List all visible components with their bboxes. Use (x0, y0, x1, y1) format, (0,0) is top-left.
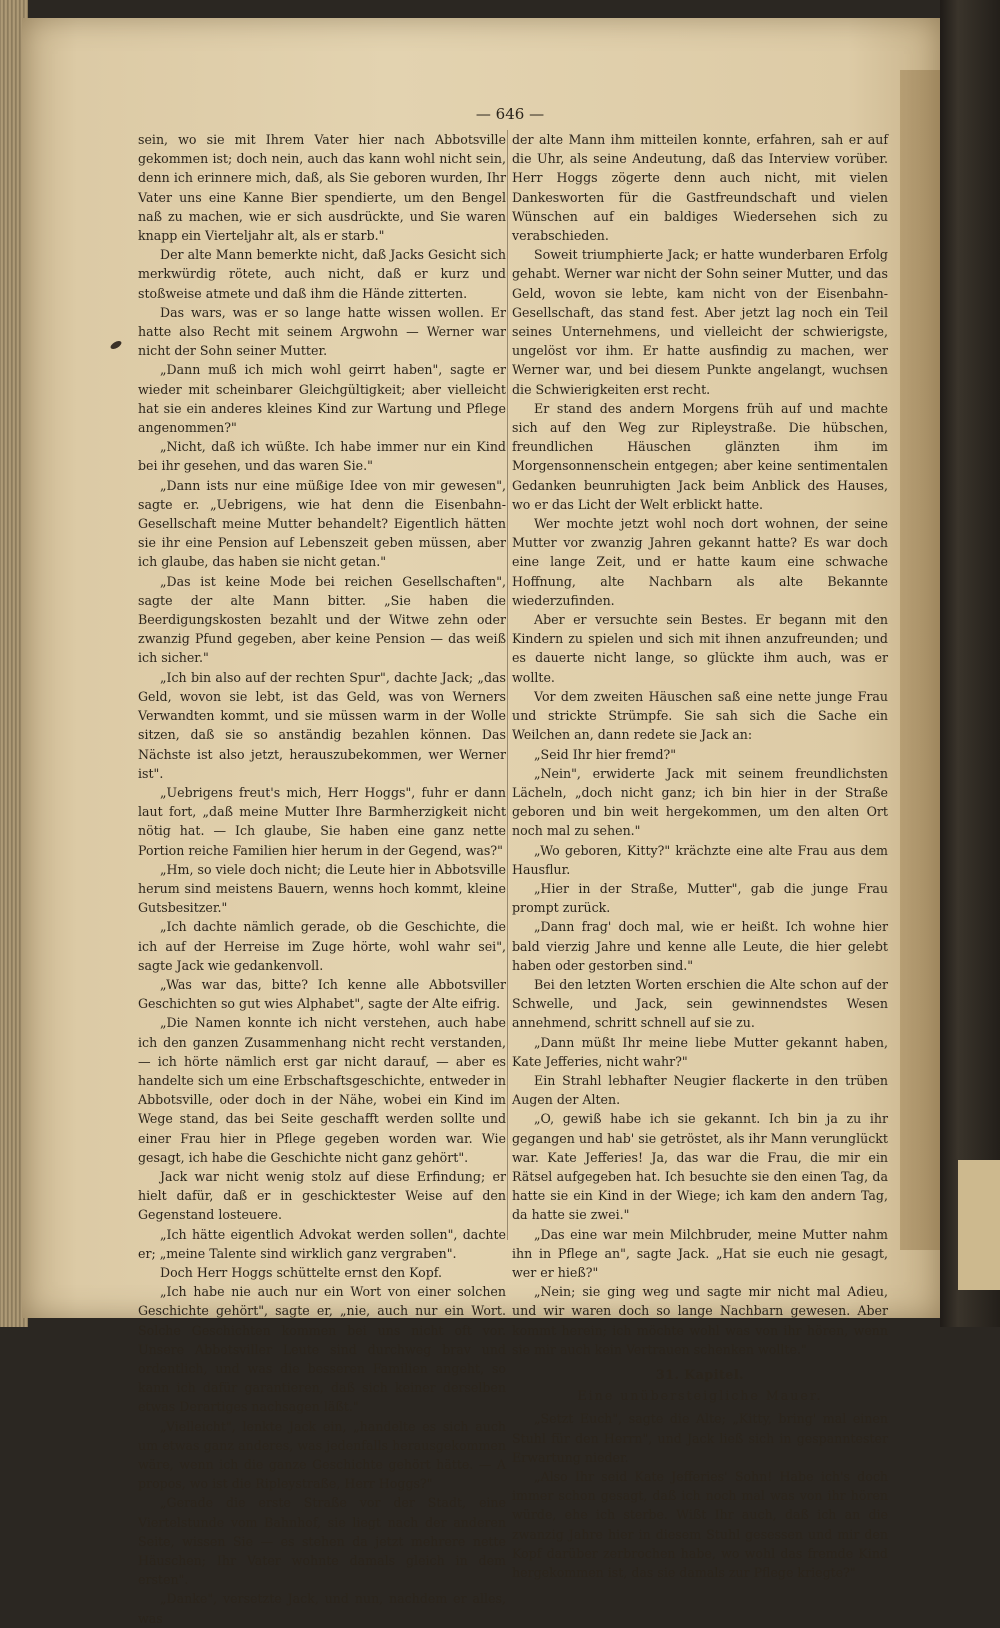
paragraph: „Das eine war mein Milchbruder, meine Mutter nahm ihn in Pflege an", sagte Jack. „Hat sie euch nie gesagt, wer er hieß?" (512, 1226, 888, 1280)
paragraph: „Ich hätte eigentlich Advokat werden sollen", dachte er; „meine Talente sind wirklich ganz vergraben". (138, 1226, 506, 1261)
chapter-title: Eine unübersteigliche Mauer. (577, 1388, 823, 1404)
paragraph: Er stand des andern Morgens früh auf und machte sich auf den Weg zur Ripleystraße. Die hübschen, freundlichen Häuschen glänzten ihm im Morgensonnenschein entgegen; aber keine sentimentalen Gedanken beunruhigten Jack beim Anblick des Hauses, wo er das Licht der Welt erblickt hatte. (512, 400, 888, 512)
paragraph: „Wo geboren, Kitty?" krächzte eine alte Frau aus dem Hausflur. (512, 842, 888, 877)
paragraph: „Ich bin also auf der rechten Spur", dachte Jack; „das Geld, wovon sie lebt, ist das Geld, was von Werners Verwandten kommt, und sie müssen warm in der Wolle sitzen, daß sie so anständig bezahlen können. Das Nächste ist also jetzt, herauszubekommen, wer Werner ist". (138, 669, 506, 781)
paragraph: „Gerade die erste Straße vor der Stadt, eine Viertelstunde vom Bahnhof, sie liegt nach der anderen Seite, wissen Sie — es stehen da jetzt mehrere nette Häuschen; Ihr Vater wohnte damals gleich in dem ersten". (138, 1495, 506, 1588)
paragraph: „Also Ihr seid Kate Jefferies' Sohn! Habe ich's doch immer schon gesagt, daß ich noch mal was von ihr hören würde, ehe ich sterbe. Wißt Ihr auch, daß ich an die zwanzig Jahre hier in diesem Stuhl gesessen und mir den Kopf darüber zerbrochen habe, wo wohl das fremde Kind hergekommen ist, das sie damals zur Pflege kriegte?" (512, 1469, 888, 1581)
paragraph: „Das ist keine Mode bei reichen Gesellschaften", sagte der alte Mann bitter. „Sie haben die Beerdigungskosten bezahlt und der Witwe zehn oder zwanzig Pfund gegeben, aber keine Pension — das weiß ich sicher." (138, 573, 506, 666)
paragraph: „Nein", erwiderte Jack mit seinem freundlichsten Lächeln, „doch nicht ganz; ich bin hier in der Straße geboren und bin weit hergekommen, um den alten Ort noch mal zu sehen." (512, 765, 888, 839)
paragraph: „Dann muß ich mich wohl geirrt haben", sagte er wieder mit scheinbarer Gleichgültigkeit; aber vielleicht hat sie ein anderes kleines Kind zur Wartung und Pflege angenommen?" (138, 362, 506, 436)
paragraph: Aber er versuchte sein Bestes. Er begann mit den Kindern zu spielen und sich mit ihnen anzufreunden; und es dauerte nicht lange, so glückte ihm auch, was er wollte. (512, 612, 888, 685)
paragraph: „Dann müßt Ihr meine liebe Mutter gekannt haben, Kate Jefferies, nicht wahr?" (512, 1034, 888, 1069)
paragraph: „Dann ists nur eine müßige Idee von mir gewesen", sagte er. „Uebrigens, wie hat denn die Eisenbahn-Gesellschaft meine Mutter behandelt? Eigentlich hätten sie ihr eine Pension auf Lebenszeit geben müssen, aber ich glaube, das haben sie nicht getan." (138, 477, 506, 570)
paragraph: „Nein; sie ging weg und sagte mir nicht mal Adieu, und wir waren doch so lange Nachbarn gewesen. Aber kommt herein; ich möchte wohl was von ihr hören, wenn sie mir auch kein Vertrauen schenken wollte." (512, 1284, 888, 1357)
paragraph: „Ich habe nie auch nur ein Wort von einer solchen Geschichte gehört", sagte er, „nie, auch nur ein Wort. Solche Geschichten kommen bei uns nicht oft vor. Unsere Abbotsviller Leute sind durchweg brav und ordentlich, und was die besseren Familien angeht, so kann ich dafür garantieren, daß sich keiner derselben etwas Derartiges nachsagen läßt." (138, 1284, 506, 1415)
paragraph: Doch Herr Hoggs schüttelte ernst den Kopf. (160, 1264, 443, 1280)
paragraph: „Dann frag' doch mal, wie er heißt. Ich wohne hier bald vierzig Jahre und kenne alle Leute, die hier gelebt haben oder gestorben sind." (512, 919, 888, 973)
paragraph: „Seid Ihr hier fremd?" (534, 746, 677, 762)
paragraph: Ein Strahl lebhafter Neugier flackerte in den trüben Augen der Alten. (512, 1072, 888, 1108)
paragraph: der alte Mann ihm mitteilen konnte, erfahren, sah er auf die Uhr, als seine Andeutung, daß das Interview vorüber. Herr Hoggs zögerte denn auch nicht, mit vielen Dankesworten für die Gastfreundschaft und vielen Wünschen auf ein baldiges Wiedersehen sich zu verabschieden. (512, 132, 888, 244)
paragraph: „O, gewiß habe ich sie gekannt. Ich bin ja zu ihr gegangen und hab' sie getröstet, als ihr Mann verunglückt war. Kate Jefferies! Ja, das war die Frau, die mir ein Rätsel aufgegeben hat. Ich besuchte sie den einen Tag, da hatte sie ein Kind in der Wiege; ich kam den andern Tag, da hatte sie zwei." (512, 1111, 888, 1223)
paragraph: „Vielleicht", lenkte Jack ein, „handelte es sich auch um etwas ganz anderes, was jedenfalls herausgekommen wäre, wenn ich die ganze Geschichte gehört hätte. — A propos, wo ist die Ripleystraße, Herr Hoggs?" (138, 1418, 506, 1492)
column-divider (507, 130, 508, 1240)
paragraph: Vor dem zweiten Häuschen saß eine nette junge Frau und strickte Strümpfe. Sie sah sich die Sache ein Weilchen an, dann redete sie Jack an: (512, 688, 888, 743)
next-page-corner (958, 1160, 1000, 1290)
paragraph: „Uebrigens freut's mich, Herr Hoggs", fuhr er dann laut fort, „daß meine Mutter Ihre Barmherzigkeit nicht nötig hat. — Ich glaube, Sie haben eine ganz nette Portion reiche Familien hier herum in der Gegend, was?" (138, 784, 506, 858)
paragraph: „Ich dachte nämlich gerade, ob die Geschichte, die ich auf der Herreise im Zuge hörte, wohl wahr sei", sagte Jack wie gedankenvoll. (138, 919, 506, 973)
paragraph: Soweit triumphierte Jack; er hatte wunderbaren Erfolg gehabt. Werner war nicht der Sohn seiner Mutter, und das Geld, wovon sie lebte, kam nicht von der Eisenbahn-Gesellschaft, das stand fest. Aber jetzt lag noch ein Teil seines Unternehmens, und vielleicht der schwierigste, ungelöst vor ihm. Er hatte ausfindig zu machen, wer Werner war, und bei diesem Punkte angelangt, wuchsen die Schwierigkeiten erst recht. (512, 247, 888, 397)
paragraph: „Hier in der Straße, Mutter", gab die junge Frau prompt zurück. (512, 880, 888, 916)
chapter-number: 31. Kapitel. (656, 1367, 744, 1382)
left-column (138, 130, 506, 1626)
paragraph: Wer mochte jetzt wohl noch dort wohnen, der seine Mutter vor zwanzig Jahren gekannt hatte? Es war doch eine lange Zeit, und er hatte kaum eine schwache Hoffnung, alte Nachbarn als alte Bekannte wiederzufinden. (512, 516, 888, 608)
paragraph: Der alte Mann bemerkte nicht, daß Jacks Gesicht sich merkwürdig rötete, auch nicht, daß er kurz und stoßweise atmete und daß ihm die Hände zitterten. (138, 247, 506, 301)
right-column (512, 130, 888, 1581)
paragraph: „Was war das, bitte? Ich kenne alle Abbotsviller Geschichten so gut wies Alphabet", sagte der Alte eifrig. (138, 976, 506, 1012)
page-number: — 646 — (475, 105, 545, 123)
paragraph: „Die Namen konnte ich nicht verstehen, auch habe ich den ganzen Zusammenhang nicht recht verstanden, — ich hörte nämlich erst gar nicht darauf, — aber es handelte sich um eine Erbschaftsgeschichte, entweder in Abbotsville, oder doch in der Nähe, wobei ein Kind im Wege stand, das bei Seite geschafft werden sollte und einer Frau hier in Pflege gegeben worden war. Wie gesagt, ich habe die Geschichte nicht ganz gehört". (138, 1015, 506, 1165)
dark-background-strip (940, 0, 1000, 1327)
paragraph: „Nicht, daß ich wüßte. Ich habe immer nur ein Kind bei ihr gesehen, und das waren Sie." (138, 439, 506, 474)
paragraph: Bei den letzten Worten erschien die Alte schon auf der Schwelle, und Jack, sein gewinnendstes Wesen annehmend, schritt schnell auf sie zu. (512, 976, 888, 1031)
paragraph: sein, wo sie mit Ihrem Vater hier nach Abbotsville gekommen ist; doch nein, auch das kann wohl nicht sein, denn ich erinnere mich, daß, als Sie geboren wurden, Ihr Vater uns eine Kanne Bier spendierte, um den Bengel naß zu machen, wie er sich ausdrückte, und Sie waren knapp ein Vierteljahr alt, als er starb." (138, 132, 506, 244)
binding-tape (900, 70, 944, 1250)
paragraph: „Danke", versetzte Jack, und nun, nachdem er alles, was (138, 1591, 506, 1626)
paragraph: Jack war nicht wenig stolz auf diese Erfindung; er hielt dafür, daß er in geschicktester Weise auf den Gegenstand losteuere. (138, 1168, 506, 1223)
paragraph: „Setzt Euch", sagte die Alte; „Kitty, bring' mal einen Stuhl für den Herrn", und Jack ließ sich in gespanntester Erwartung nieder. (512, 1411, 888, 1465)
paragraph: Das wars, was er so lange hatte wissen wollen. Er hatte also Recht mit seinem Argwohn — Werner war nicht der Sohn seiner Mutter. (138, 304, 506, 359)
paragraph: „Hm, so viele doch nicht; die Leute hier in Abbotsville herum sind meistens Bauern, wenns hoch kommt, kleine Gutsbesitzer." (138, 861, 506, 916)
